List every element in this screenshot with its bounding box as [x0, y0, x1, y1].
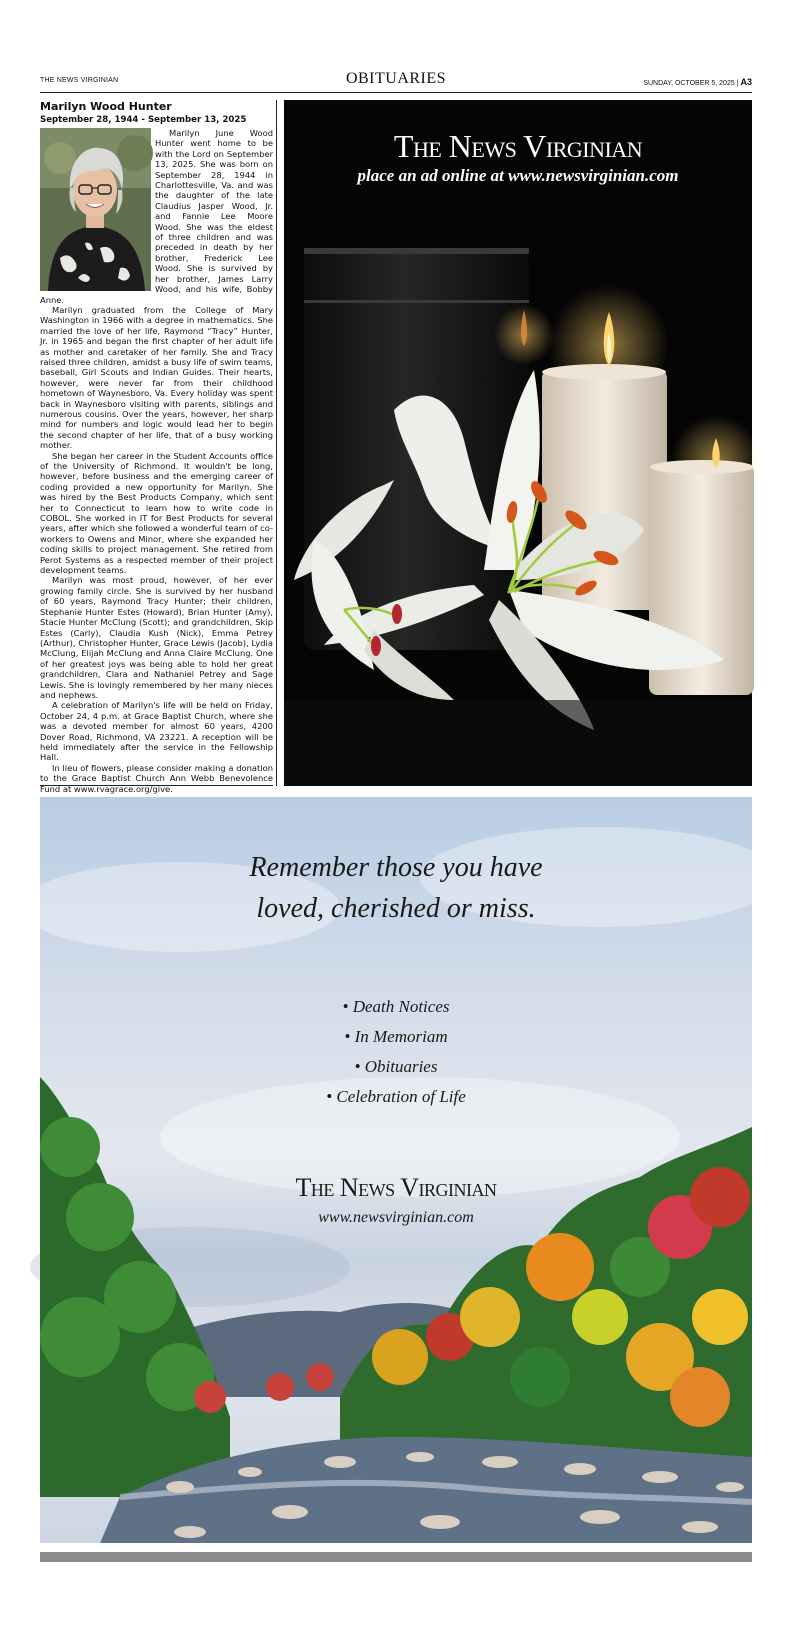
obituary-name: Marilyn Wood Hunter	[40, 100, 172, 113]
obituary-paragraph: A celebration of Marilyn's life will be held on Friday, October 24, 4 p.m. at Grace Baptist Church, where she was a devoted member for almost 60 years, 4200 Dover Road, Richmond, VA 23221. A reception will be held immediately after the service in the Fellowship Hall.	[40, 700, 273, 763]
remembrance-advertisement[interactable]	[40, 797, 752, 1543]
column-divider	[276, 100, 277, 786]
ad-headline	[40, 847, 752, 929]
place-ad-advertisement[interactable]	[284, 100, 752, 786]
issue-date: SUNDAY, OCTOBER 5, 2025	[643, 80, 735, 87]
ad-headline-line: loved, cherished or miss.	[256, 893, 536, 924]
obituary-portrait-photo	[40, 128, 151, 291]
ad-headline-line: Remember those you have	[249, 852, 543, 883]
obituary-paragraph: Marilyn graduated from the College of Mary Washington in 1966 with a degree in mathematics. She married the love of her life, Raymond “Tracy” Hunter, Jr. in 1965 and began the first chapter of her adult life as mother and caretaker of her family. She and Tracy raised three children, amidst a busy life of swim teams, baseball, Girl Scouts and Indian Guides. Their hearts, however, were never far from their childhood hometown of Waynesboro, Va. Every holiday was spent back in Waynesboro visiting with parents, siblings and numerous cousins. Over the years, however, her sharp mind for numbers and logic would lead her to begin the second chapter of her life, that of a busy working mother.	[40, 304, 273, 451]
notice-type-item: • Obituaries	[354, 1057, 438, 1076]
date-page	[643, 77, 752, 87]
obituary-paragraph: She began her career in the Student Accounts office of the University of Richmond. It wouldn't be long, however, before business and the emerging career of coding provided a new opportunity for Marilyn. She was hired by the Best Products Company, which sent her to Connecticut to learn how to write code in COBOL. She worked in IT for Best Products for several years, after which she followed a wonderful team of co-workers to Owens and Minor, where she expanded her coding skills to project management. She retired from Perot Systems as a respected member of their project development teams.	[40, 450, 273, 576]
obituary-paragraph: Marilyn was most proud, however, of her ever growing family circle. She is survived by her husband of 60 years, Raymond Tracy Hunter; their children, Stephanie Hunter Estes (Howard), Brian Hunter (Amy), Stacie Hunter McClung (Scott); and grandchildren, Skip Estes (Carly), Claudia Kush (Nick), Emma Petrey (Arthur), Christopher Hunter, Grace Lewis (Jacob), Lydia McClung, Elijah McClung and Anna Claire McClung. One of her greatest joys was being able to hold her great grandchildren, Clara and Nathaniel Petrey and Sage Lewis. She is lovingly remembered by her many nieces and nephews.	[40, 575, 273, 700]
page-number: A3	[740, 77, 752, 87]
lily-candles-illustration	[284, 100, 752, 786]
notice-type-item: • Celebration of Life	[326, 1087, 466, 1106]
section-title: OBITUARIES	[345, 70, 447, 87]
obituary-dates: September 28, 1944 - September 13, 2025	[40, 115, 247, 125]
obituary-paragraph: In lieu of flowers, please consider making a donation to the Grace Baptist Church Ann Webb Benevolence Fund at www.rvagrace.org/give.	[40, 762, 273, 794]
footer-bar	[40, 1552, 752, 1562]
notice-type-item: • In Memoriam	[344, 1027, 448, 1046]
header-separator: |	[736, 80, 739, 87]
ad-brand-title: The News Virginian	[295, 1173, 497, 1202]
page-header	[40, 70, 752, 93]
obituary-paragraph: Marilyn June Wood Hunter went home to be with the Lord on September 13, 2025. She was born on September 28, 1944 in Charlottesville, Va. and was the daughter of the late Claudius Jasper Wood, Jr. and Fannie Lee Moore Wood. She was the eldest of three children and was preceded in death by her brother, Frederick Lee Wood. She is survived by her brother, James Larry Wood, and his wife, Bobby Anne.	[40, 128, 273, 305]
ad-tagline-link[interactable]: place an ad online at www.newsvirginian.com	[357, 166, 679, 185]
portrait-illustration	[40, 128, 151, 291]
ad-url-link[interactable]: www.newsvirginian.com	[318, 1209, 474, 1226]
notice-types-list	[40, 992, 752, 1112]
paper-name: THE NEWS VIRGINIAN	[40, 77, 119, 84]
obituary-column	[40, 100, 273, 794]
notice-type-item: • Death Notices	[342, 997, 450, 1016]
ad-brand-title: The News Virginian	[393, 128, 643, 164]
